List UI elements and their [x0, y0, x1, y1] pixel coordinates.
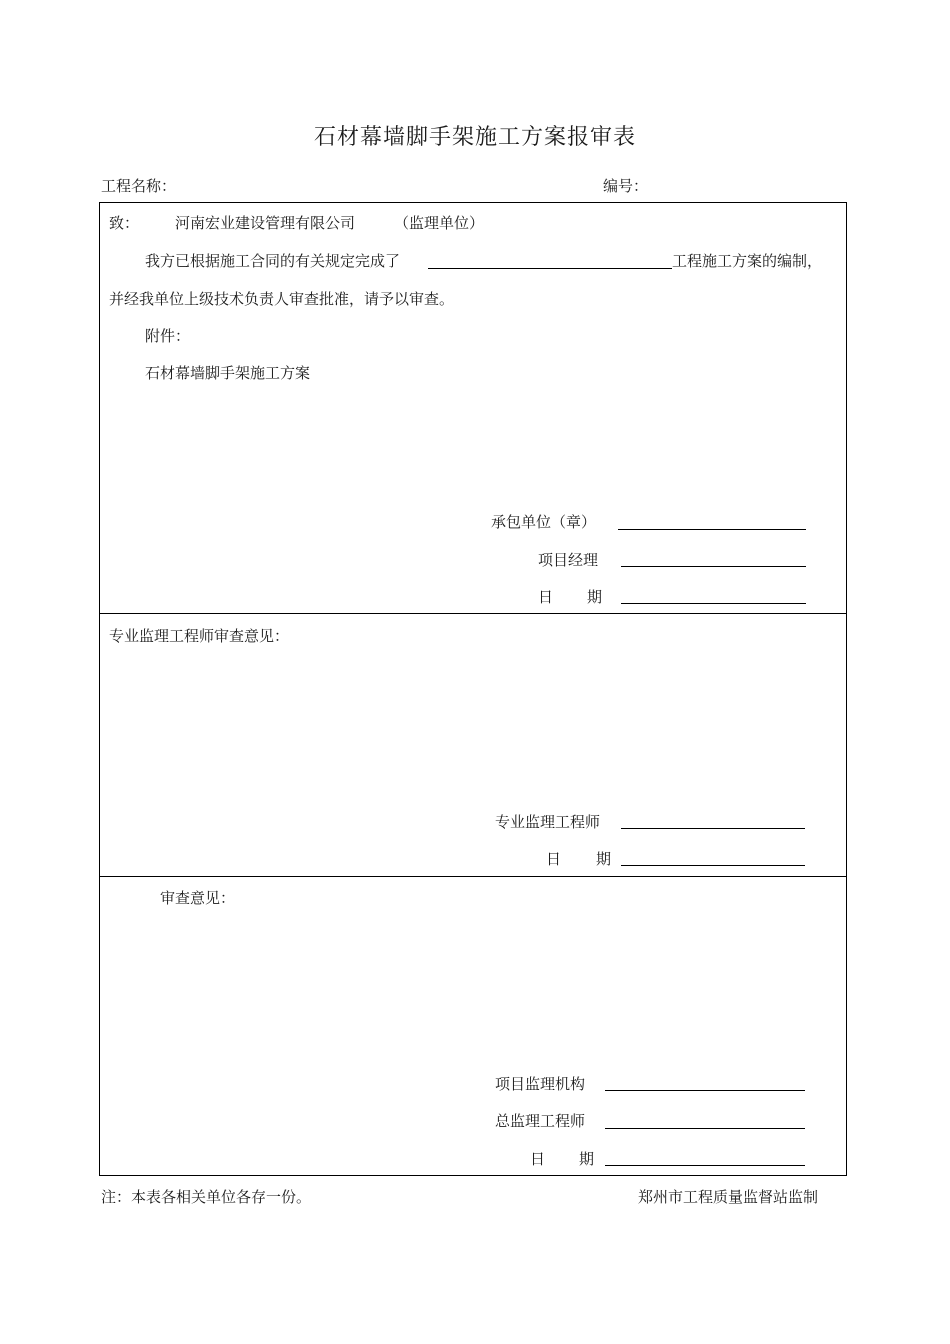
date-label-1b: 期: [587, 588, 603, 606]
recipient-name: 河南宏业建设管理有限公司: [175, 214, 356, 232]
attachment-label: 附件：: [145, 327, 191, 345]
supervision-org-line[interactable]: [605, 1090, 805, 1091]
body-line-1-start: 我方已根据施工合同的有关规定完成了: [145, 252, 401, 270]
body-line-1-end: 工程施工方案的编制，: [672, 252, 823, 270]
engineer-label: 专业监理工程师: [495, 813, 601, 831]
attachment-item: 石材幕墙脚手架施工方案: [145, 364, 311, 382]
project-name-blank[interactable]: [428, 268, 672, 269]
final-review-section: [99, 876, 847, 1176]
date-label-3b: 期: [579, 1150, 595, 1168]
date-line-2[interactable]: [621, 865, 805, 866]
footer-note: 注：本表各相关单位各存一份。: [101, 1188, 312, 1206]
chief-engineer-label: 总监理工程师: [495, 1112, 586, 1130]
engineer-signature-line[interactable]: [621, 828, 805, 829]
date-line-3[interactable]: [605, 1165, 805, 1166]
contractor-signature-line[interactable]: [618, 529, 806, 530]
date-label-1a: 日: [538, 588, 554, 606]
date-label-2a: 日: [546, 850, 562, 868]
date-label-2b: 期: [596, 850, 612, 868]
manager-signature-line[interactable]: [621, 566, 806, 567]
engineer-opinion-label: 专业监理工程师审查意见：: [109, 627, 290, 645]
page-title: 石材幕墙脚手架施工方案报审表: [313, 125, 636, 150]
project-name-label: 工程名称：: [101, 177, 177, 195]
review-opinion-label: 审查意见：: [160, 889, 236, 907]
to-label: 致：: [109, 214, 140, 232]
body-line-2: 并经我单位上级技术负责人审查批准，请予以审查。: [109, 290, 455, 308]
engineer-review-section: [99, 613, 847, 877]
number-label: 编号：: [603, 177, 649, 195]
contractor-label: 承包单位（章）: [491, 513, 597, 531]
footer-issuer: 郑州市工程质量监督站监制: [638, 1188, 819, 1206]
date-label-3a: 日: [530, 1150, 546, 1168]
recipient-role: （监理单位）: [394, 214, 485, 232]
chief-engineer-line[interactable]: [605, 1128, 805, 1129]
supervision-org-label: 项目监理机构: [495, 1075, 586, 1093]
manager-label: 项目经理: [538, 551, 599, 569]
date-line-1[interactable]: [621, 603, 806, 604]
